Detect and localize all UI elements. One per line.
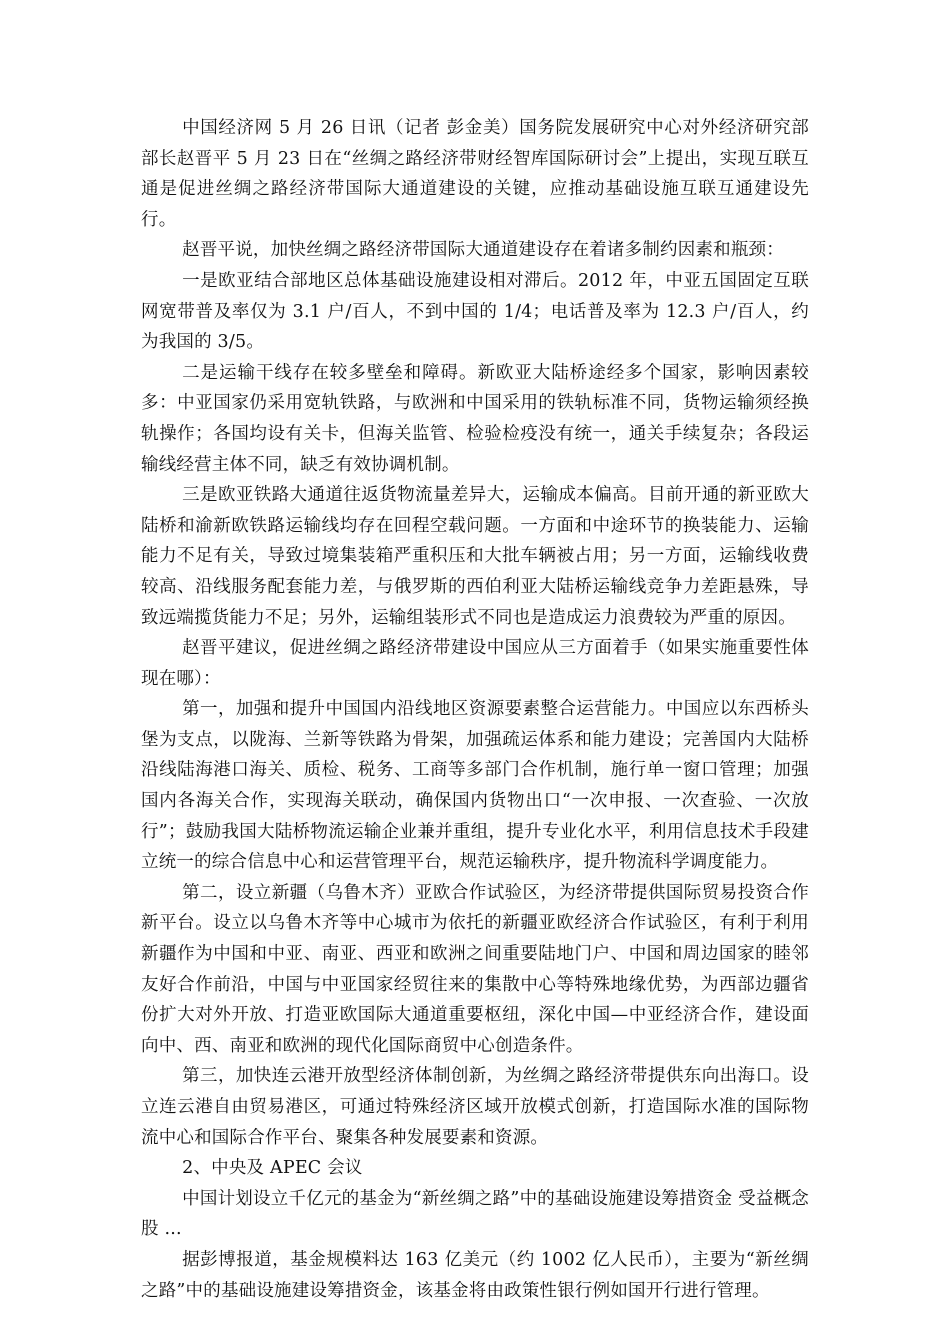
paragraph-point-3: 三是欧亚铁路大通道往返货物流量差异大，运输成本偏高。目前开通的新亚欧大陆桥和渝新欧铁路运输线均存在回程空载问题。一方面和中途环节的换装能力、运输能力不足有关，导致过境集装箱严重积压和大批车辆被占用；另一方面，运输线收费较高、沿线服务配套能力差，与俄罗斯的西伯利亚大陆桥运输线竞争力差距悬殊，导致远端揽货能力不足；另外，运输组装形式不同也是造成运力浪费较为严重的原因。 [141,485,809,628]
paragraph-fund-headline: 中国计划设立千亿元的基金为“新丝绸之路”中的基础设施建设筹措资金 受益概念股 ... [141,1188,809,1240]
paragraph-fund-detail: 据彭博报道，基金规模料达 163 亿美元（约 1002 亿人民币），主要为“新丝绸之路”中的基础设施建设筹措资金，该基金将由政策性银行例如国开行进行管理。 [141,1249,809,1301]
paragraph-suggestion-2: 第二，设立新疆（乌鲁木齐）亚欧合作试验区，为经济带提供国际贸易投资合作新平台。设立以乌鲁木齐等中心城市为依托的新疆亚欧经济合作试验区，有利于利用新疆作为中国和中亚、南亚、西亚和欧洲之间重要陆地门户、中国和周边国家的睦邻友好合作前沿，中国与中亚国家经贸往来的集散中心等特殊地缘优势，为西部边疆省份扩大对外开放、打造亚欧国际大通道重要枢纽，深化中国—中亚经济合作，建设面向中、西、南亚和欧洲的现代化国际商贸中心创造条件。 [141,882,809,1056]
paragraph-point-1: 一是欧亚结合部地区总体基础设施建设相对滞后。2012 年，中亚五国固定互联网宽带普及率仅为 3.1 户/百人，不到中国的 1/4；电话普及率为 12.3 户/百人，约为我国的 3/5。 [141,270,809,353]
paragraph-point-2: 二是运输干线存在较多壁垒和障碍。新欧亚大陆桥途经多个国家，影响因素较多：中亚国家仍采用宽轨铁路，与欧洲和中国采用的铁轨标准不同，货物运输须经换轨操作；各国均设有关卡，但海关监管、检验检疫没有统一，通关手续复杂；各段运输线经营主体不同，缺乏有效协调机制。 [141,362,809,475]
document-page [141,113,809,1306]
paragraph-suggestions: 赵晋平建议，促进丝绸之路经济带建设中国应从三方面着手（如果实施重要性体现在哪）： [141,638,809,689]
paragraph-intro: 中国经济网 5 月 26 日讯（记者 彭金美）国务院发展研究中心对外经济研究部部长赵晋平 5 月 23 日在“丝绸之路经济带财经智库国际研讨会”上提出，实现互联互通是促进丝绸之路经济带国际大通道建设的关键，应推动基础设施互联互通建设先行。 [141,118,809,230]
paragraph-suggestion-3: 第三，加快连云港开放型经济体制创新，为丝绸之路经济带提供东向出海口。设立连云港自由贸易港区，可通过特殊经济区域开放模式创新，打造国际水准的国际物流中心和国际合作平台、聚集各种发展要素和资源。 [141,1066,809,1148]
section-heading: 2、中央及 APEC 会议 [182,1158,363,1179]
paragraph-bottlenecks: 赵晋平说，加快丝绸之路经济带国际大通道建设存在着诸多制约因素和瓶颈： [182,240,784,261]
paragraph-suggestion-1: 第一，加强和提升中国国内沿线地区资源要素整合运营能力。中国应以东西桥头堡为支点，以陇海、兰新等铁路为骨架，加强疏运体系和能力建设；完善国内大陆桥沿线陆海港口海关、质检、税务、工商等多部门合作机制，施行单一窗口管理；加强国内各海关合作，实现海关联动，确保国内货物出口“一次申报、一次查验、一次放行”；鼓励我国大陆桥物流运输企业兼并重组，提升专业化水平，利用信息技术手段建立统一的综合信息中心和运营管理平台，规范运输秩序，提升物流科学调度能力。 [141,699,809,873]
